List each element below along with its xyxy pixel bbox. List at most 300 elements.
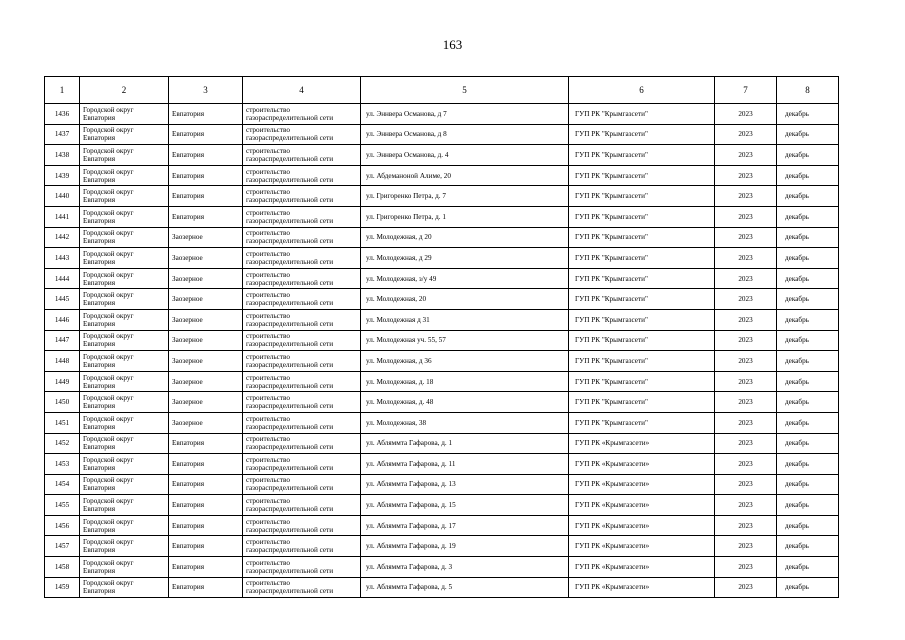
work-type-cell: [243, 433, 361, 454]
organization-cell: ГУП РК «Крымгазсети»: [569, 495, 715, 516]
address-cell: ул. Григоренко Петра, д. 7: [361, 186, 569, 207]
month-cell: декабрь: [777, 124, 839, 145]
organization-cell: ГУП РК "Крымгазсети": [569, 268, 715, 289]
year-cell: 2023: [715, 330, 777, 351]
work-type-line: строительство: [246, 311, 290, 320]
organization-cell: ГУП РК "Крымгазсети": [569, 392, 715, 413]
address-cell: ул. Григоренко Петра, д. 1: [361, 206, 569, 227]
work-type-line: газораспределительной сети: [246, 587, 334, 596]
locality-cell: Евпатория: [169, 145, 243, 166]
work-type-cell: [243, 165, 361, 186]
municipality-line: Евпатория: [83, 381, 116, 390]
address-cell: ул. Молодежная, 20: [361, 289, 569, 310]
locality-cell: Заозерное: [169, 330, 243, 351]
municipality-line: Евпатория: [83, 299, 116, 308]
page-number: 163: [442, 37, 463, 52]
organization-cell: ГУП РК «Крымгазсети»: [569, 433, 715, 454]
month-cell: декабрь: [777, 371, 839, 392]
municipality-line: Городской округ: [83, 476, 134, 485]
header-cell: 2: [80, 77, 169, 104]
year-cell: 2023: [715, 577, 777, 598]
work-type-line: строительство: [246, 146, 290, 155]
organization-cell: ГУП РК "Крымгазсети": [569, 227, 715, 248]
municipality-cell: [80, 165, 169, 186]
work-type-line: газораспределительной сети: [246, 278, 334, 287]
locality-cell: Евпатория: [169, 557, 243, 578]
municipality-cell: [80, 433, 169, 454]
address-cell: ул. Абляммта Гафарова, д. 19: [361, 536, 569, 557]
address-cell: ул. Молодежная, д. 18: [361, 371, 569, 392]
work-type-line: газораспределительной сети: [246, 196, 334, 205]
locality-cell: Евпатория: [169, 206, 243, 227]
work-type-line: газораспределительной сети: [246, 443, 334, 452]
locality-cell: Евпатория: [169, 433, 243, 454]
month-cell: декабрь: [777, 454, 839, 475]
year-cell: 2023: [715, 536, 777, 557]
work-type-line: строительство: [246, 435, 290, 444]
municipality-line: Городской округ: [83, 497, 134, 506]
work-type-line: строительство: [246, 414, 290, 423]
table-row: [45, 515, 839, 536]
row-number-cell: 1447: [45, 330, 80, 351]
organization-cell: ГУП РК «Крымгазсети»: [569, 454, 715, 475]
work-type-line: газораспределительной сети: [246, 154, 334, 163]
table-row: [45, 186, 839, 207]
municipality-cell: [80, 206, 169, 227]
organization-cell: ГУП РК "Крымгазсети": [569, 412, 715, 433]
table-row: [45, 474, 839, 495]
work-type-cell: [243, 577, 361, 598]
work-type-line: газораспределительной сети: [246, 360, 334, 369]
work-type-line: строительство: [246, 558, 290, 567]
year-cell: 2023: [715, 557, 777, 578]
municipality-cell: [80, 289, 169, 310]
header-row: [45, 77, 839, 104]
work-type-line: строительство: [246, 455, 290, 464]
table-row: [45, 577, 839, 598]
table-row: [45, 351, 839, 372]
year-cell: 2023: [715, 248, 777, 269]
table-row: [45, 495, 839, 516]
address-cell: ул. Абляммта Гафарова, д. 3: [361, 557, 569, 578]
work-type-line: газораспределительной сети: [246, 134, 334, 143]
municipality-line: Евпатория: [83, 505, 116, 514]
year-cell: 2023: [715, 289, 777, 310]
organization-cell: ГУП РК «Крымгазсети»: [569, 557, 715, 578]
table-row: [45, 289, 839, 310]
work-type-line: газораспределительной сети: [246, 113, 334, 122]
month-cell: декабрь: [777, 104, 839, 125]
table-row: [45, 227, 839, 248]
work-type-cell: [243, 351, 361, 372]
address-cell: ул. Абляммта Гафарова, д. 15: [361, 495, 569, 516]
address-cell: ул. Абляммта Гафарова, д. 17: [361, 515, 569, 536]
row-number-cell: 1454: [45, 474, 80, 495]
municipality-cell: [80, 536, 169, 557]
row-number-cell: 1449: [45, 371, 80, 392]
row-number-cell: 1440: [45, 186, 80, 207]
month-cell: декабрь: [777, 145, 839, 166]
row-number-cell: 1439: [45, 165, 80, 186]
year-cell: 2023: [715, 474, 777, 495]
table-row: [45, 124, 839, 145]
month-cell: декабрь: [777, 412, 839, 433]
municipality-cell: [80, 454, 169, 475]
organization-cell: ГУП РК "Крымгазсети": [569, 104, 715, 125]
municipality-cell: [80, 330, 169, 351]
municipality-line: Евпатория: [83, 154, 116, 163]
month-cell: декабрь: [777, 206, 839, 227]
row-number-cell: 1443: [45, 248, 80, 269]
work-type-cell: [243, 186, 361, 207]
municipality-line: Евпатория: [83, 319, 116, 328]
work-type-cell: [243, 124, 361, 145]
municipality-line: Евпатория: [83, 237, 116, 246]
organization-cell: ГУП РК "Крымгазсети": [569, 371, 715, 392]
header-cell: 4: [243, 77, 361, 104]
work-type-line: газораспределительной сети: [246, 463, 334, 472]
month-cell: декабрь: [777, 474, 839, 495]
municipality-line: Евпатория: [83, 196, 116, 205]
year-cell: 2023: [715, 412, 777, 433]
municipality-line: Евпатория: [83, 566, 116, 575]
month-cell: декабрь: [777, 577, 839, 598]
work-type-cell: [243, 289, 361, 310]
table-row: [45, 412, 839, 433]
work-type-line: строительство: [246, 394, 290, 403]
municipality-cell: [80, 515, 169, 536]
work-type-line: строительство: [246, 188, 290, 197]
year-cell: 2023: [715, 309, 777, 330]
work-type-line: газораспределительной сети: [246, 175, 334, 184]
row-number-cell: 1458: [45, 557, 80, 578]
year-cell: 2023: [715, 371, 777, 392]
municipality-cell: [80, 227, 169, 248]
row-number-cell: 1446: [45, 309, 80, 330]
municipality-line: Евпатория: [83, 546, 116, 555]
locality-cell: Заозерное: [169, 392, 243, 413]
municipality-line: Евпатория: [83, 175, 116, 184]
work-type-cell: [243, 206, 361, 227]
municipality-cell: [80, 124, 169, 145]
municipality-line: Евпатория: [83, 113, 116, 122]
work-type-line: строительство: [246, 517, 290, 526]
header-cell: 7: [715, 77, 777, 104]
table-row: [45, 165, 839, 186]
work-type-cell: [243, 474, 361, 495]
organization-cell: ГУП РК "Крымгазсети": [569, 289, 715, 310]
organization-cell: ГУП РК "Крымгазсети": [569, 165, 715, 186]
municipality-line: Городской округ: [83, 146, 134, 155]
header-cell: 3: [169, 77, 243, 104]
municipality-line: Городской округ: [83, 579, 134, 588]
work-type-line: газораспределительной сети: [246, 257, 334, 266]
municipality-line: Евпатория: [83, 340, 116, 349]
work-type-line: строительство: [246, 579, 290, 588]
work-type-line: газораспределительной сети: [246, 505, 334, 514]
year-cell: 2023: [715, 392, 777, 413]
table-row: [45, 248, 839, 269]
month-cell: декабрь: [777, 536, 839, 557]
row-number-cell: 1455: [45, 495, 80, 516]
organization-cell: ГУП РК «Крымгазсети»: [569, 515, 715, 536]
header-cell: 1: [45, 77, 80, 104]
work-type-cell: [243, 371, 361, 392]
municipality-line: Городской округ: [83, 435, 134, 444]
address-cell: ул. Молодежная, д 20: [361, 227, 569, 248]
row-number-cell: 1451: [45, 412, 80, 433]
municipality-line: Городской округ: [83, 455, 134, 464]
municipality-line: Городской округ: [83, 373, 134, 382]
organization-cell: ГУП РК "Крымгазсети": [569, 124, 715, 145]
municipality-line: Городской округ: [83, 538, 134, 547]
organization-cell: ГУП РК «Крымгазсети»: [569, 474, 715, 495]
municipality-line: Евпатория: [83, 525, 116, 534]
row-number-cell: 1444: [45, 268, 80, 289]
municipality-line: Городской округ: [83, 394, 134, 403]
locality-cell: Евпатория: [169, 515, 243, 536]
locality-cell: Евпатория: [169, 577, 243, 598]
municipality-line: Евпатория: [83, 422, 116, 431]
work-type-line: строительство: [246, 270, 290, 279]
municipality-line: Евпатория: [83, 134, 116, 143]
work-type-cell: [243, 227, 361, 248]
work-type-line: газораспределительной сети: [246, 299, 334, 308]
locality-cell: Евпатория: [169, 186, 243, 207]
row-number-cell: 1436: [45, 104, 80, 125]
table-row: [45, 371, 839, 392]
address-cell: ул. Молодежная д 31: [361, 309, 569, 330]
month-cell: декабрь: [777, 227, 839, 248]
municipality-cell: [80, 392, 169, 413]
municipality-line: Городской округ: [83, 517, 134, 526]
municipality-cell: [80, 412, 169, 433]
table-row: [45, 330, 839, 351]
address-cell: ул. Молодежная, д 29: [361, 248, 569, 269]
table-row: [45, 536, 839, 557]
municipality-line: Городской округ: [83, 311, 134, 320]
year-cell: 2023: [715, 206, 777, 227]
work-type-line: строительство: [246, 291, 290, 300]
municipality-line: Городской округ: [83, 126, 134, 135]
month-cell: декабрь: [777, 268, 839, 289]
month-cell: декабрь: [777, 289, 839, 310]
locality-cell: Заозерное: [169, 371, 243, 392]
organization-cell: ГУП РК "Крымгазсети": [569, 309, 715, 330]
work-type-line: газораспределительной сети: [246, 484, 334, 493]
municipality-line: Городской округ: [83, 558, 134, 567]
locality-cell: Заозерное: [169, 309, 243, 330]
row-number-cell: 1459: [45, 577, 80, 598]
municipality-cell: [80, 309, 169, 330]
row-number-cell: 1442: [45, 227, 80, 248]
month-cell: декабрь: [777, 186, 839, 207]
work-type-line: газораспределительной сети: [246, 422, 334, 431]
address-cell: ул. Молодежная, 38: [361, 412, 569, 433]
work-type-cell: [243, 412, 361, 433]
work-type-line: строительство: [246, 497, 290, 506]
work-type-line: газораспределительной сети: [246, 237, 334, 246]
address-cell: ул. Абляммта Гафарова, д. 11: [361, 454, 569, 475]
year-cell: 2023: [715, 227, 777, 248]
municipality-line: Городской округ: [83, 105, 134, 114]
organization-cell: ГУП РК "Крымгазсети": [569, 248, 715, 269]
year-cell: 2023: [715, 165, 777, 186]
year-cell: 2023: [715, 145, 777, 166]
work-type-line: строительство: [246, 249, 290, 258]
organization-cell: ГУП РК "Крымгазсети": [569, 145, 715, 166]
address-cell: ул. Молодежная, з/у 49: [361, 268, 569, 289]
municipality-line: Евпатория: [83, 360, 116, 369]
month-cell: декабрь: [777, 433, 839, 454]
work-type-line: строительство: [246, 167, 290, 176]
municipality-line: Городской округ: [83, 249, 134, 258]
row-number-cell: 1437: [45, 124, 80, 145]
work-type-cell: [243, 392, 361, 413]
work-type-cell: [243, 268, 361, 289]
work-type-cell: [243, 145, 361, 166]
organization-cell: ГУП РК "Крымгазсети": [569, 330, 715, 351]
locality-cell: Евпатория: [169, 454, 243, 475]
locality-cell: Заозерное: [169, 248, 243, 269]
table-row: [45, 557, 839, 578]
work-type-cell: [243, 330, 361, 351]
municipality-cell: [80, 371, 169, 392]
month-cell: декабрь: [777, 392, 839, 413]
municipality-line: Евпатория: [83, 443, 116, 452]
work-type-line: строительство: [246, 105, 290, 114]
locality-cell: Заозерное: [169, 351, 243, 372]
work-type-line: газораспределительной сети: [246, 340, 334, 349]
header-cell: 5: [361, 77, 569, 104]
municipality-line: Городской округ: [83, 167, 134, 176]
month-cell: декабрь: [777, 557, 839, 578]
municipality-line: Евпатория: [83, 216, 116, 225]
row-number-cell: 1438: [45, 145, 80, 166]
table-row: [45, 268, 839, 289]
municipality-cell: [80, 268, 169, 289]
locality-cell: Заозерное: [169, 289, 243, 310]
municipality-cell: [80, 351, 169, 372]
municipality-line: Городской округ: [83, 352, 134, 361]
work-type-line: строительство: [246, 476, 290, 485]
month-cell: декабрь: [777, 515, 839, 536]
work-type-line: газораспределительной сети: [246, 566, 334, 575]
year-cell: 2023: [715, 433, 777, 454]
municipality-line: Евпатория: [83, 257, 116, 266]
locality-cell: Евпатория: [169, 536, 243, 557]
locality-cell: Евпатория: [169, 165, 243, 186]
work-type-line: строительство: [246, 332, 290, 341]
work-type-cell: [243, 495, 361, 516]
work-type-line: строительство: [246, 538, 290, 547]
work-type-line: строительство: [246, 352, 290, 361]
year-cell: 2023: [715, 515, 777, 536]
year-cell: 2023: [715, 454, 777, 475]
row-number-cell: 1452: [45, 433, 80, 454]
year-cell: 2023: [715, 186, 777, 207]
organization-cell: ГУП РК "Крымгазсети": [569, 206, 715, 227]
locality-cell: Евпатория: [169, 104, 243, 125]
year-cell: 2023: [715, 124, 777, 145]
municipality-cell: [80, 248, 169, 269]
year-cell: 2023: [715, 495, 777, 516]
organization-cell: ГУП РК "Крымгазсети": [569, 186, 715, 207]
locality-cell: Евпатория: [169, 495, 243, 516]
address-cell: ул. Молодежная, д 36: [361, 351, 569, 372]
municipality-cell: [80, 577, 169, 598]
month-cell: декабрь: [777, 495, 839, 516]
municipality-line: Евпатория: [83, 587, 116, 596]
table-row: [45, 145, 839, 166]
work-type-cell: [243, 104, 361, 125]
address-cell: ул. Эннвера Османова, д 7: [361, 104, 569, 125]
municipality-cell: [80, 104, 169, 125]
month-cell: декабрь: [777, 248, 839, 269]
organization-cell: ГУП РК «Крымгазсети»: [569, 577, 715, 598]
work-type-line: газораспределительной сети: [246, 381, 334, 390]
municipality-line: Городской округ: [83, 229, 134, 238]
table-row: [45, 104, 839, 125]
year-cell: 2023: [715, 351, 777, 372]
work-type-line: газораспределительной сети: [246, 546, 334, 555]
municipality-cell: [80, 186, 169, 207]
address-cell: ул. Абляммта Гафарова, д. 5: [361, 577, 569, 598]
municipality-line: Городской округ: [83, 414, 134, 423]
row-number-cell: 1456: [45, 515, 80, 536]
municipality-cell: [80, 474, 169, 495]
table-row: [45, 309, 839, 330]
row-number-cell: 1441: [45, 206, 80, 227]
locality-cell: Заозерное: [169, 412, 243, 433]
row-number-cell: 1448: [45, 351, 80, 372]
row-number-cell: 1457: [45, 536, 80, 557]
address-cell: ул. Абдеманоной Алиме, 20: [361, 165, 569, 186]
work-type-line: строительство: [246, 229, 290, 238]
header-cell: 6: [569, 77, 715, 104]
year-cell: 2023: [715, 268, 777, 289]
year-cell: 2023: [715, 104, 777, 125]
gas-network-table: [44, 76, 839, 598]
work-type-line: газораспределительной сети: [246, 402, 334, 411]
address-cell: ул. Эннвера Османова, д 8: [361, 124, 569, 145]
municipality-cell: [80, 495, 169, 516]
work-type-line: газораспределительной сети: [246, 525, 334, 534]
month-cell: декабрь: [777, 330, 839, 351]
municipality-line: Евпатория: [83, 402, 116, 411]
header-cell: 8: [777, 77, 839, 104]
month-cell: декабрь: [777, 309, 839, 330]
organization-cell: ГУП РК "Крымгазсети": [569, 351, 715, 372]
work-type-cell: [243, 536, 361, 557]
work-type-cell: [243, 309, 361, 330]
address-cell: ул. Молодежная уч. 55, 57: [361, 330, 569, 351]
table-row: [45, 433, 839, 454]
month-cell: декабрь: [777, 351, 839, 372]
work-type-line: газораспределительной сети: [246, 216, 334, 225]
table-row: [45, 392, 839, 413]
municipality-line: Городской округ: [83, 332, 134, 341]
month-cell: декабрь: [777, 165, 839, 186]
work-type-line: строительство: [246, 208, 290, 217]
row-number-cell: 1450: [45, 392, 80, 413]
work-type-cell: [243, 557, 361, 578]
address-cell: ул. Эннвера Османова, д. 4: [361, 145, 569, 166]
municipality-line: Городской округ: [83, 188, 134, 197]
locality-cell: Заозерное: [169, 227, 243, 248]
work-type-line: газораспределительной сети: [246, 319, 334, 328]
address-cell: ул. Абляммта Гафарова, д. 13: [361, 474, 569, 495]
